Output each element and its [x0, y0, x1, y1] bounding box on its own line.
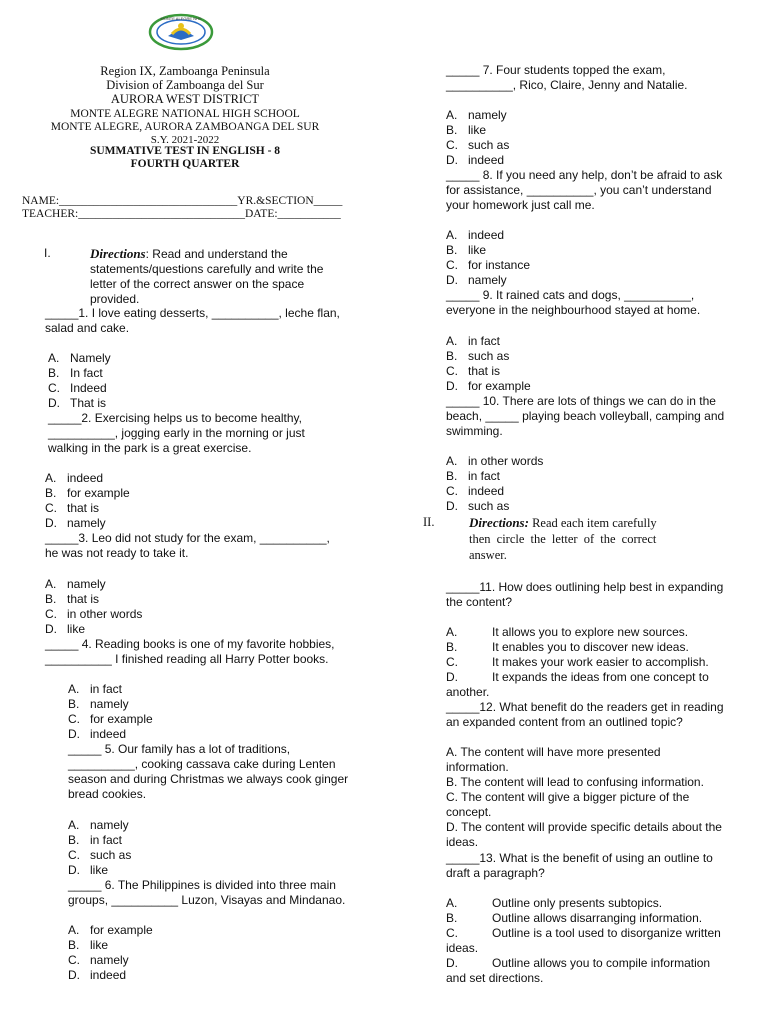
part2-number: II.: [423, 515, 435, 529]
q1-option-b[interactable]: B. In fact: [48, 366, 103, 380]
q2-option-c[interactable]: C. that is: [45, 501, 100, 515]
question-2: _____2. Exercising helps us to become healthy, __________, jogging early in the morning or just walking in the park is a great exercise.: [48, 411, 305, 455]
q1-option-d[interactable]: D. That is: [48, 396, 107, 410]
part1-directions-label: Directions: [90, 246, 146, 261]
question-6: _____ 6. The Philippines is divided into three main groups, __________ Luzon, Visayas and Mindanao.: [68, 878, 346, 907]
q3-option-c[interactable]: C. in other words: [45, 607, 143, 621]
question-7: _____ 7. Four students topped the exam, __________, Rico, Claire, Jenny and Natalie.: [446, 63, 688, 92]
q12-option-a[interactable]: A. The content will have more presented information.: [446, 745, 661, 774]
part2-directions: Directions: Read each item carefully then circle the letter of the correct answer.: [469, 515, 657, 562]
header-address: MONTE ALEGRE, AURORA ZAMBOANGA DEL SUR: [50, 121, 320, 133]
q6-option-c[interactable]: C. namely: [68, 953, 129, 967]
question-5: _____ 5. Our family has a lot of traditions, __________, cooking cassava cake during Lenten season and during Christmas we always cook ginger bread cookies.: [68, 742, 349, 801]
q6-option-a[interactable]: A. for example: [68, 923, 153, 937]
q4-option-d[interactable]: D. indeed: [68, 727, 127, 741]
svg-text:MONTE ALEGRE NHS: MONTE ALEGRE NHS: [160, 16, 202, 21]
q8-option-a[interactable]: A. indeed: [446, 228, 505, 242]
q8-option-b[interactable]: B. like: [446, 243, 487, 257]
q11-option-b[interactable]: B. It enables you to discover new ideas.: [446, 640, 689, 654]
q11-option-d-cont: another.: [446, 685, 490, 699]
question-13: _____13. What is the benefit of using an outline to draft a paragraph?: [446, 851, 713, 880]
q13-option-d[interactable]: D. Outline allows you to compile information: [446, 956, 711, 970]
q9-option-b[interactable]: B. such as: [446, 349, 510, 363]
part1-directions: Directions: Read and understand the statements/questions carefully and write the letter of the correct answer on the space provided.: [90, 246, 324, 306]
q5-option-b[interactable]: B. in fact: [68, 833, 123, 847]
part2-directions-label: Directions:: [469, 515, 529, 530]
q12-option-d[interactable]: D. The content will provide specific details about the ideas.: [446, 820, 722, 849]
q7-option-b[interactable]: B. like: [446, 123, 487, 137]
test-title: SUMMATIVE TEST IN ENGLISH - 8: [89, 145, 281, 157]
q5-option-c[interactable]: C. such as: [68, 848, 132, 862]
q4-option-a[interactable]: A. in fact: [68, 682, 123, 696]
q11-option-d[interactable]: D. It expands the ideas from one concept to: [446, 670, 709, 684]
school-logo: [148, 12, 214, 52]
q10-option-b[interactable]: B. in fact: [446, 469, 501, 483]
q2-option-a[interactable]: A. indeed: [45, 471, 104, 485]
q9-option-a[interactable]: A. in fact: [446, 334, 501, 348]
teacher-field[interactable]: TEACHER:_____________________________DATE:___________: [22, 208, 341, 220]
question-12: _____12. What benefit do the readers get in reading an expanded content from an outlined topic?: [446, 700, 724, 729]
q13-option-c[interactable]: C. Outline is a tool used to disorganize written: [446, 926, 721, 940]
q8-option-d[interactable]: D. namely: [446, 273, 507, 287]
question-3: _____3. Leo did not study for the exam, __________, he was not ready to take it.: [45, 531, 330, 560]
question-4: _____ 4. Reading books is one of my favorite hobbies, __________ I finished reading all Harry Potter books.: [45, 637, 335, 666]
q10-option-a[interactable]: A. in other words: [446, 454, 544, 468]
q5-option-a[interactable]: A. namely: [68, 818, 129, 832]
q12-option-c[interactable]: C. The content will give a bigger picture of the concept.: [446, 790, 690, 819]
q7-option-d[interactable]: D. indeed: [446, 153, 505, 167]
q13-option-d-cont: and set directions.: [446, 971, 544, 985]
q10-option-d[interactable]: D. such as: [446, 499, 510, 513]
q5-option-d[interactable]: D. like: [68, 863, 109, 877]
q9-option-c[interactable]: C. that is: [446, 364, 501, 378]
q2-option-b[interactable]: B. for example: [45, 486, 130, 500]
header-district: AURORA WEST DISTRICT: [110, 92, 260, 106]
q3-option-d[interactable]: D. like: [45, 622, 86, 636]
q13-option-a[interactable]: A. Outline only presents subtopics.: [446, 896, 663, 910]
q2-option-d[interactable]: D. namely: [45, 516, 106, 530]
q8-option-c[interactable]: C. for instance: [446, 258, 531, 272]
q13-option-b[interactable]: B. Outline allows disarranging information.: [446, 911, 703, 925]
header-division: Division of Zamboanga del Sur: [106, 78, 264, 92]
header-school: MONTE ALEGRE NATIONAL HIGH SCHOOL: [70, 108, 300, 120]
question-8: _____ 8. If you need any help, don’t be afraid to ask for assistance, __________, you can’t understand your homework just call me.: [446, 168, 723, 212]
question-1: _____1. I love eating desserts, __________, leche flan, salad and cake.: [45, 306, 340, 335]
q11-option-a[interactable]: A. It allows you to explore new sources.: [446, 625, 689, 639]
test-quarter: FOURTH QUARTER: [130, 158, 240, 170]
q1-option-a[interactable]: A. Namely: [48, 351, 111, 365]
q4-option-b[interactable]: B. namely: [68, 697, 129, 711]
q13-option-c-cont: ideas.: [446, 941, 479, 955]
part1-number: I.: [44, 246, 51, 260]
q1-option-c[interactable]: C. Indeed: [48, 381, 107, 395]
q6-option-b[interactable]: B. like: [68, 938, 109, 952]
q9-option-d[interactable]: D. for example: [446, 379, 531, 393]
question-12-options: [446, 745, 722, 850]
q7-option-c[interactable]: C. such as: [446, 138, 510, 152]
header-region: Region IX, Zamboanga Peninsula: [100, 64, 270, 78]
q12-option-b[interactable]: B. The content will lead to confusing information.: [446, 775, 704, 789]
q10-option-c[interactable]: C. indeed: [446, 484, 505, 498]
question-10: _____ 10. There are lots of things we can do in the beach, _____ playing beach volleyball, camping and swimming.: [446, 394, 725, 438]
q6-option-d[interactable]: D. indeed: [68, 968, 127, 982]
q3-option-b[interactable]: B. that is: [45, 592, 100, 606]
q7-option-a[interactable]: A. namely: [446, 108, 507, 122]
header-school-year: S.Y. 2021-2022: [150, 134, 220, 146]
q4-option-c[interactable]: C. for example: [68, 712, 153, 726]
name-field[interactable]: NAME:_______________________________YR.&SECTION_____: [22, 195, 343, 207]
q11-option-c[interactable]: C. It makes your work easier to accomplish.: [446, 655, 709, 669]
q3-option-a[interactable]: A. namely: [45, 577, 106, 591]
question-11: _____11. How does outlining help best in expanding the content?: [446, 580, 724, 609]
question-9: _____ 9. It rained cats and dogs, __________, everyone in the neighbourhood stayed at home.: [446, 288, 701, 317]
